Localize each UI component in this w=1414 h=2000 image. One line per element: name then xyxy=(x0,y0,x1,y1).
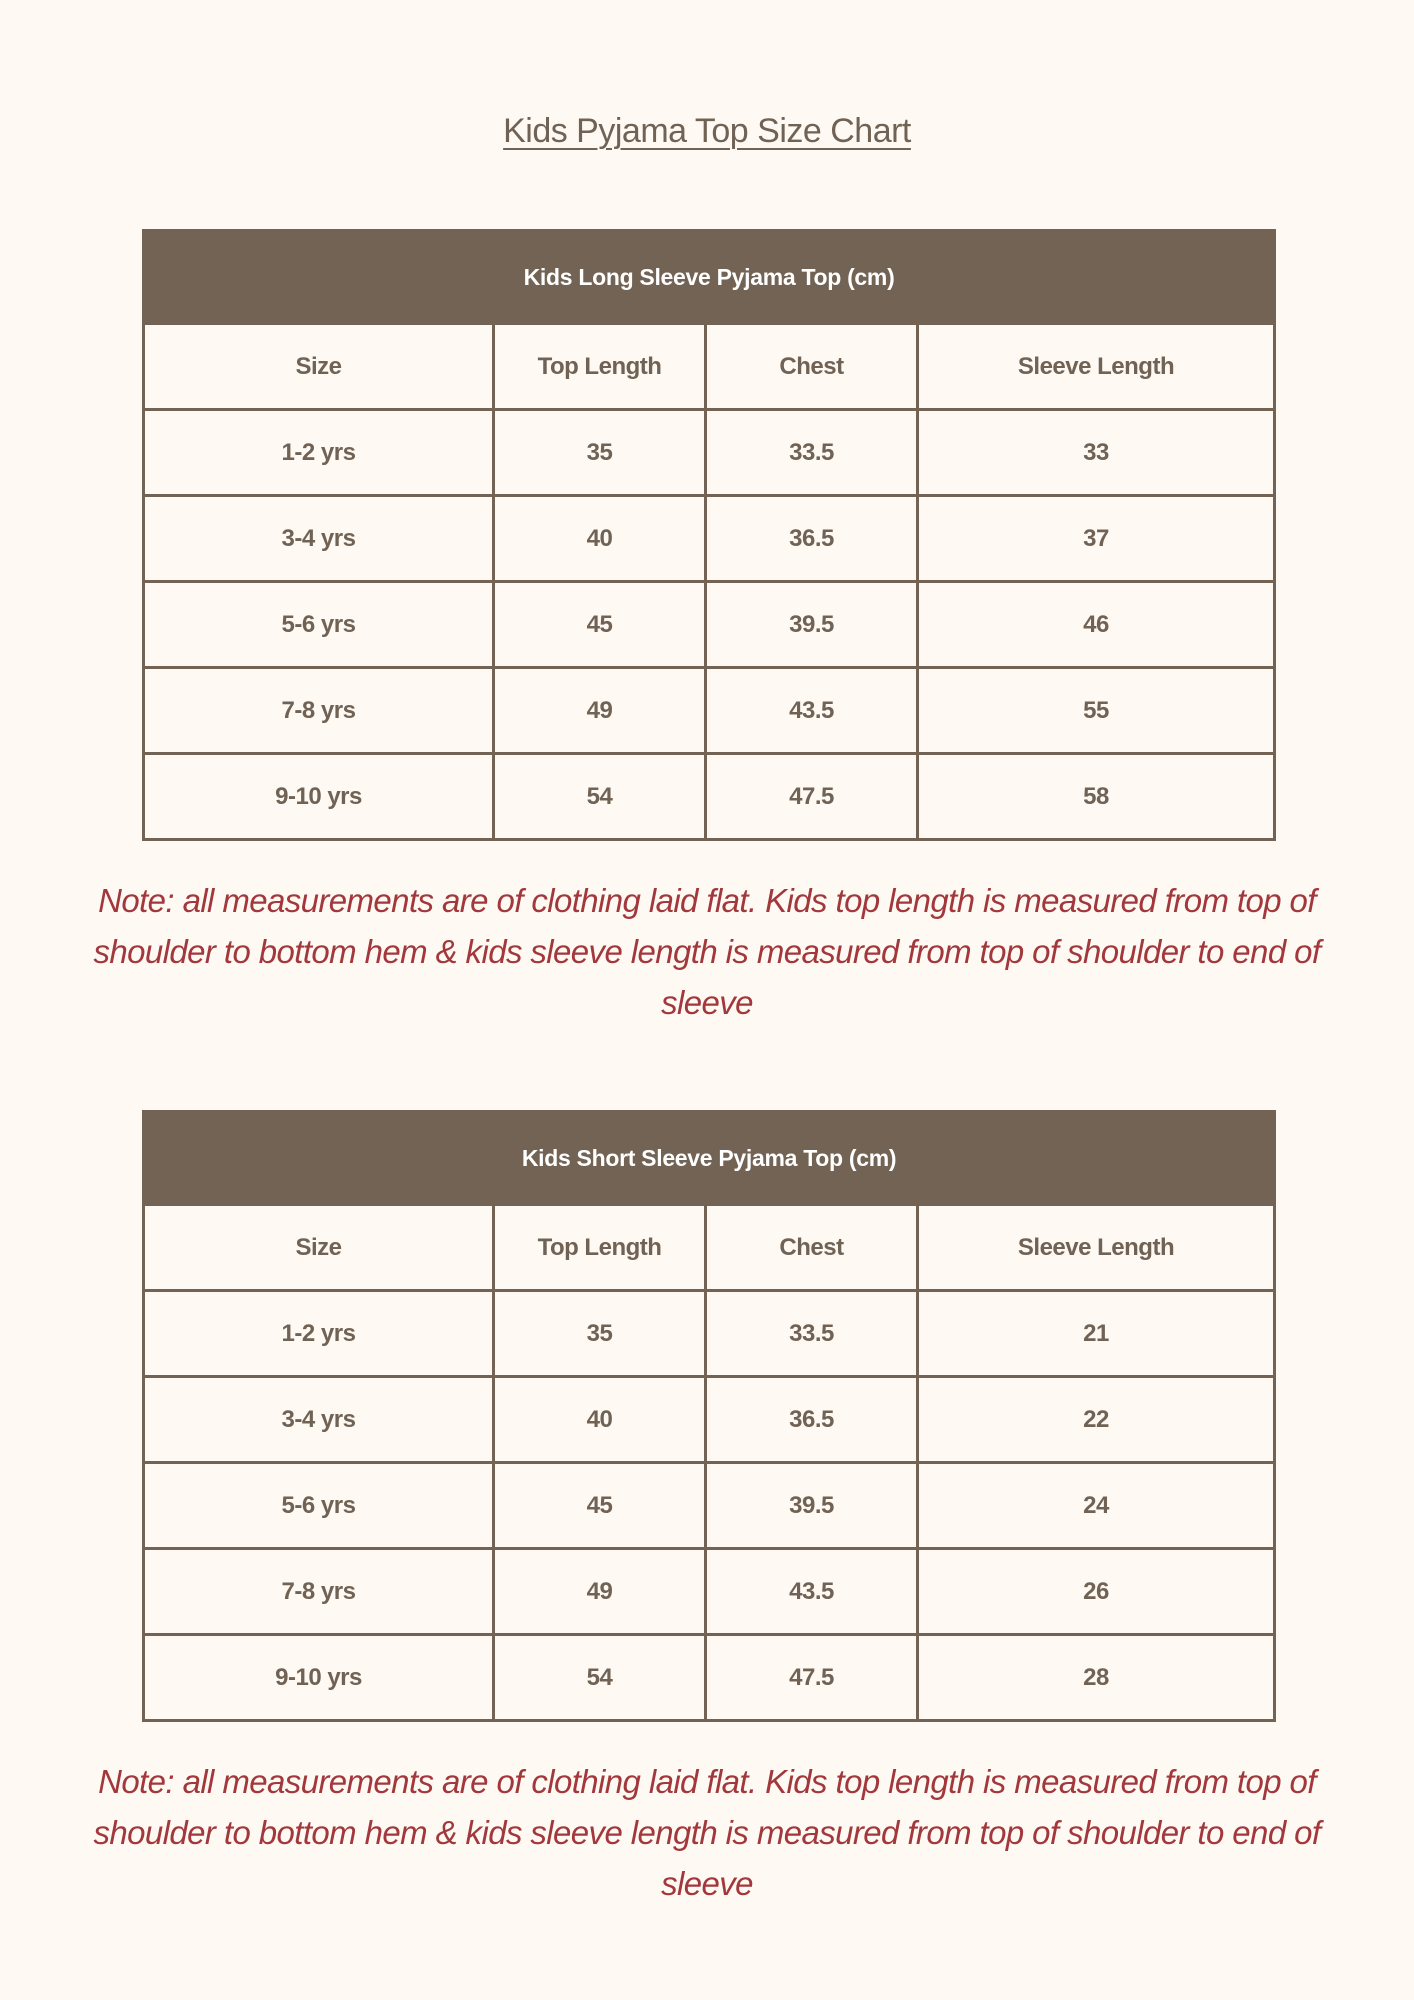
table-row xyxy=(144,1549,1275,1635)
column-header-top-length: Top Length xyxy=(494,324,706,410)
cell-top-length: 35 xyxy=(494,1291,706,1377)
table-row xyxy=(144,668,1275,754)
cell-top-length: 54 xyxy=(494,754,706,840)
table-row xyxy=(144,754,1275,840)
table-caption: Kids Long Sleeve Pyjama Top (cm) xyxy=(144,231,1275,324)
table-row xyxy=(144,496,1275,582)
cell-chest: 43.5 xyxy=(706,1549,918,1635)
cell-chest: 39.5 xyxy=(706,1463,918,1549)
cell-top-length: 45 xyxy=(494,582,706,668)
cell-sleeve-length: 37 xyxy=(918,496,1275,582)
table-row xyxy=(144,582,1275,668)
cell-size: 7-8 yrs xyxy=(144,668,494,754)
column-header-sleeve-length: Sleeve Length xyxy=(918,324,1275,410)
cell-sleeve-length: 55 xyxy=(918,668,1275,754)
cell-sleeve-length: 21 xyxy=(918,1291,1275,1377)
cell-top-length: 35 xyxy=(494,410,706,496)
measurement-note: Note: all measurements are of clothing laid flat. Kids top length is measured from top of shoulder to bottom hem & kids sleeve length is measured from top of shoulder to end of sleeve xyxy=(93,1763,1321,1902)
cell-chest: 39.5 xyxy=(706,582,918,668)
cell-size: 1-2 yrs xyxy=(144,410,494,496)
cell-chest: 33.5 xyxy=(706,1291,918,1377)
cell-size: 9-10 yrs xyxy=(144,1635,494,1721)
cell-top-length: 45 xyxy=(494,1463,706,1549)
cell-chest: 33.5 xyxy=(706,410,918,496)
cell-size: 1-2 yrs xyxy=(144,1291,494,1377)
cell-top-length: 40 xyxy=(494,496,706,582)
table-row xyxy=(144,1463,1275,1549)
column-header-top-length: Top Length xyxy=(494,1205,706,1291)
column-header-row xyxy=(144,1205,1275,1291)
table-row xyxy=(144,1377,1275,1463)
table-row xyxy=(144,1635,1275,1721)
cell-sleeve-length: 33 xyxy=(918,410,1275,496)
table-caption: Kids Short Sleeve Pyjama Top (cm) xyxy=(144,1112,1275,1205)
cell-sleeve-length: 28 xyxy=(918,1635,1275,1721)
cell-chest: 36.5 xyxy=(706,1377,918,1463)
table-row xyxy=(144,410,1275,496)
cell-sleeve-length: 46 xyxy=(918,582,1275,668)
cell-top-length: 49 xyxy=(494,668,706,754)
column-header-size: Size xyxy=(144,324,494,410)
cell-top-length: 49 xyxy=(494,1549,706,1635)
column-header-chest: Chest xyxy=(706,1205,918,1291)
long-sleeve-size-table xyxy=(142,229,1276,841)
cell-sleeve-length: 58 xyxy=(918,754,1275,840)
column-header-row xyxy=(144,324,1275,410)
column-header-sleeve-length: Sleeve Length xyxy=(918,1205,1275,1291)
cell-top-length: 54 xyxy=(494,1635,706,1721)
cell-chest: 47.5 xyxy=(706,754,918,840)
cell-sleeve-length: 22 xyxy=(918,1377,1275,1463)
cell-chest: 47.5 xyxy=(706,1635,918,1721)
cell-size: 3-4 yrs xyxy=(144,1377,494,1463)
column-header-chest: Chest xyxy=(706,324,918,410)
cell-sleeve-length: 26 xyxy=(918,1549,1275,1635)
cell-top-length: 40 xyxy=(494,1377,706,1463)
cell-size: 5-6 yrs xyxy=(144,1463,494,1549)
cell-size: 5-6 yrs xyxy=(144,582,494,668)
cell-size: 3-4 yrs xyxy=(144,496,494,582)
cell-sleeve-length: 24 xyxy=(918,1463,1275,1549)
cell-size: 7-8 yrs xyxy=(144,1549,494,1635)
cell-chest: 36.5 xyxy=(706,496,918,582)
measurement-note: Note: all measurements are of clothing laid flat. Kids top length is measured from top of shoulder to bottom hem & kids sleeve length is measured from top of shoulder to end of sleeve xyxy=(93,882,1321,1021)
short-sleeve-size-table xyxy=(142,1110,1276,1722)
column-header-size: Size xyxy=(144,1205,494,1291)
cell-size: 9-10 yrs xyxy=(144,754,494,840)
cell-chest: 43.5 xyxy=(706,668,918,754)
page-title: Kids Pyjama Top Size Chart xyxy=(503,112,911,150)
table-row xyxy=(144,1291,1275,1377)
